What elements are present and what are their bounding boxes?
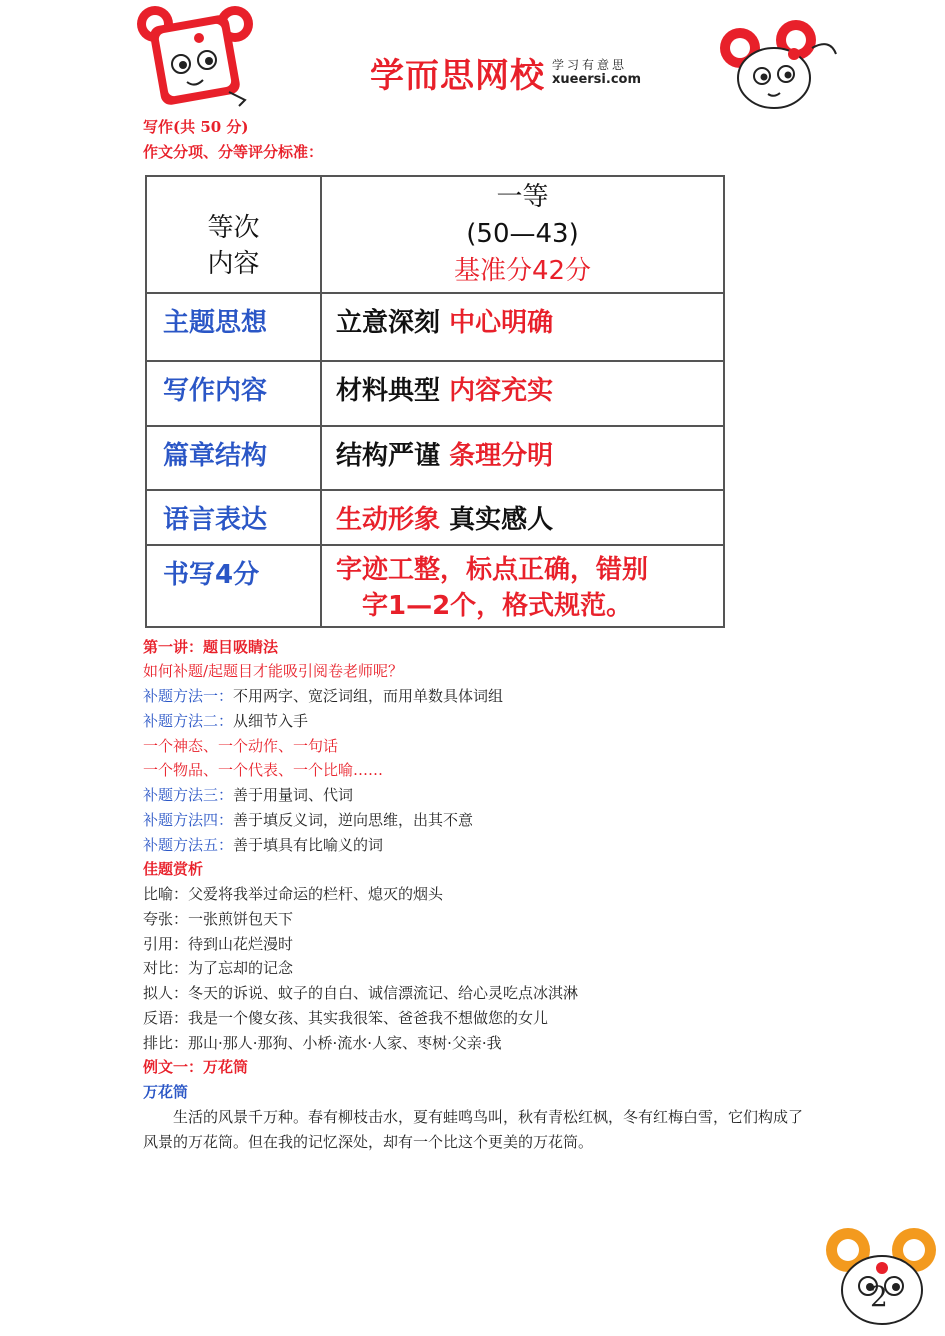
list-item: 引用：待到山花烂漫时 <box>143 935 294 953</box>
row-text: 真实感人 <box>449 505 554 535</box>
row-description <box>321 545 724 627</box>
criteria-title: 作文分项、分等评分标准： <box>143 143 324 161</box>
method-5-label: 补题方法五： <box>143 836 234 854</box>
example-paragraph: 生活的风景千万种。春有柳枝击水，夏有蛙鸣鸟叫，秋有青松红枫，冬有红梅白雪，它们构成了风景的万花筒。但在我的记忆深处，却有一个比这个更美的万花筒。 <box>143 1108 804 1151</box>
method-4-label: 补题方法四： <box>143 811 234 829</box>
list-item: 排比：那山·那人·那狗、小桥·流水·人家、枣树·父亲·我 <box>143 1034 502 1052</box>
scoring-table <box>145 175 725 628</box>
row-text-red: 生动形象 <box>336 505 450 535</box>
brand-url: xueersi.com <box>552 72 642 87</box>
lecture-title: 第一讲：题目吸睛法 <box>143 638 279 656</box>
row-category: 语言表达 <box>146 490 321 545</box>
method-2 <box>143 711 308 731</box>
header-content-label: 内容 <box>207 248 260 279</box>
row-description <box>321 490 724 545</box>
row-text-red: 中心明确 <box>449 308 554 338</box>
brand-side <box>552 58 641 87</box>
row-line: 字迹工整，标点正确，错别 <box>336 555 649 585</box>
grade-name: 一等 <box>496 182 549 212</box>
table-row <box>146 293 724 361</box>
row-text-red: 内容充实 <box>449 376 554 406</box>
method-3-label: 补题方法三： <box>143 786 234 804</box>
row-category: 书写4分 <box>146 545 321 627</box>
mascot-left-icon <box>133 2 258 112</box>
row-description <box>321 361 724 426</box>
row-description <box>321 293 724 361</box>
table-row <box>146 545 724 627</box>
method-5 <box>143 835 383 855</box>
list-item: 夸张：一张煎饼包天下 <box>143 910 294 928</box>
table-row <box>146 361 724 426</box>
brand-slogan: 学习有意思 <box>552 58 628 72</box>
row-line: 字1—2个，格式规范。 <box>362 591 633 621</box>
list-item: 反语：我是一个傻女孩、其实我很笨、爸爸我不想做您的女儿 <box>143 1009 549 1027</box>
page-header <box>0 0 945 115</box>
row-category: 篇章结构 <box>146 426 321 490</box>
lecture-question: 如何补题/起题目才能吸引阅卷老师呢？ <box>143 662 404 680</box>
mascot-right-icon <box>712 18 847 113</box>
method-2-text: 从细节入手 <box>233 712 309 730</box>
row-category: 写作内容 <box>146 361 321 426</box>
row-category: 主题思想 <box>146 293 321 361</box>
method-5-text: 善于填具有比喻义的词 <box>233 836 384 854</box>
page-number: 2 <box>870 1280 888 1313</box>
example-title: 万花筒 <box>143 1083 189 1101</box>
row-description <box>321 426 724 490</box>
method-1-text: 不用两字、宽泛词组，而用单数具体词组 <box>233 687 504 705</box>
method-2-label: 补题方法二： <box>143 712 234 730</box>
method-4-text: 善于填反义词，逆向思维，出其不意 <box>233 811 474 829</box>
header-right-cell <box>321 176 724 293</box>
method-1 <box>143 686 503 706</box>
header-left-cell <box>146 176 321 293</box>
table-row <box>146 426 724 490</box>
row-text: 立意深刻 <box>336 308 450 338</box>
writing-title: 写作(共 50 分) <box>143 118 249 136</box>
method-3-text: 善于用量词、代词 <box>233 786 354 804</box>
grade-range: (50—43) <box>466 219 579 249</box>
mascot-footer-icon <box>822 1222 945 1332</box>
table-header-row <box>146 176 724 293</box>
row-text-red: 条理分明 <box>449 441 554 471</box>
row-text: 结构严谨 <box>336 441 450 471</box>
table-row <box>146 490 724 545</box>
method-3 <box>143 785 353 805</box>
appreciation-title: 佳题赏析 <box>143 860 204 878</box>
method-1-label: 补题方法一： <box>143 687 234 705</box>
list-item: 对比：为了忘却的记念 <box>143 959 294 977</box>
method-4 <box>143 810 473 830</box>
list-item: 拟人：冬天的诉说、蚊子的自白、诚信漂流记、给心灵吃点冰淇淋 <box>143 984 579 1002</box>
detail-1: 一个神态、一个动作、一句话 <box>143 737 339 755</box>
header-grade-label: 等次 <box>207 212 260 243</box>
brand-logo: 学而思网校 <box>370 56 545 96</box>
row-text: 材料典型 <box>336 376 450 406</box>
example-label: 例文一：万花筒 <box>143 1058 249 1076</box>
base-score: 基准分42分 <box>453 256 592 286</box>
list-item: 比喻：父爱将我举过命运的栏杆、熄灭的烟头 <box>143 885 444 903</box>
detail-2: 一个物品、一个代表、一个比喻…… <box>143 761 384 779</box>
